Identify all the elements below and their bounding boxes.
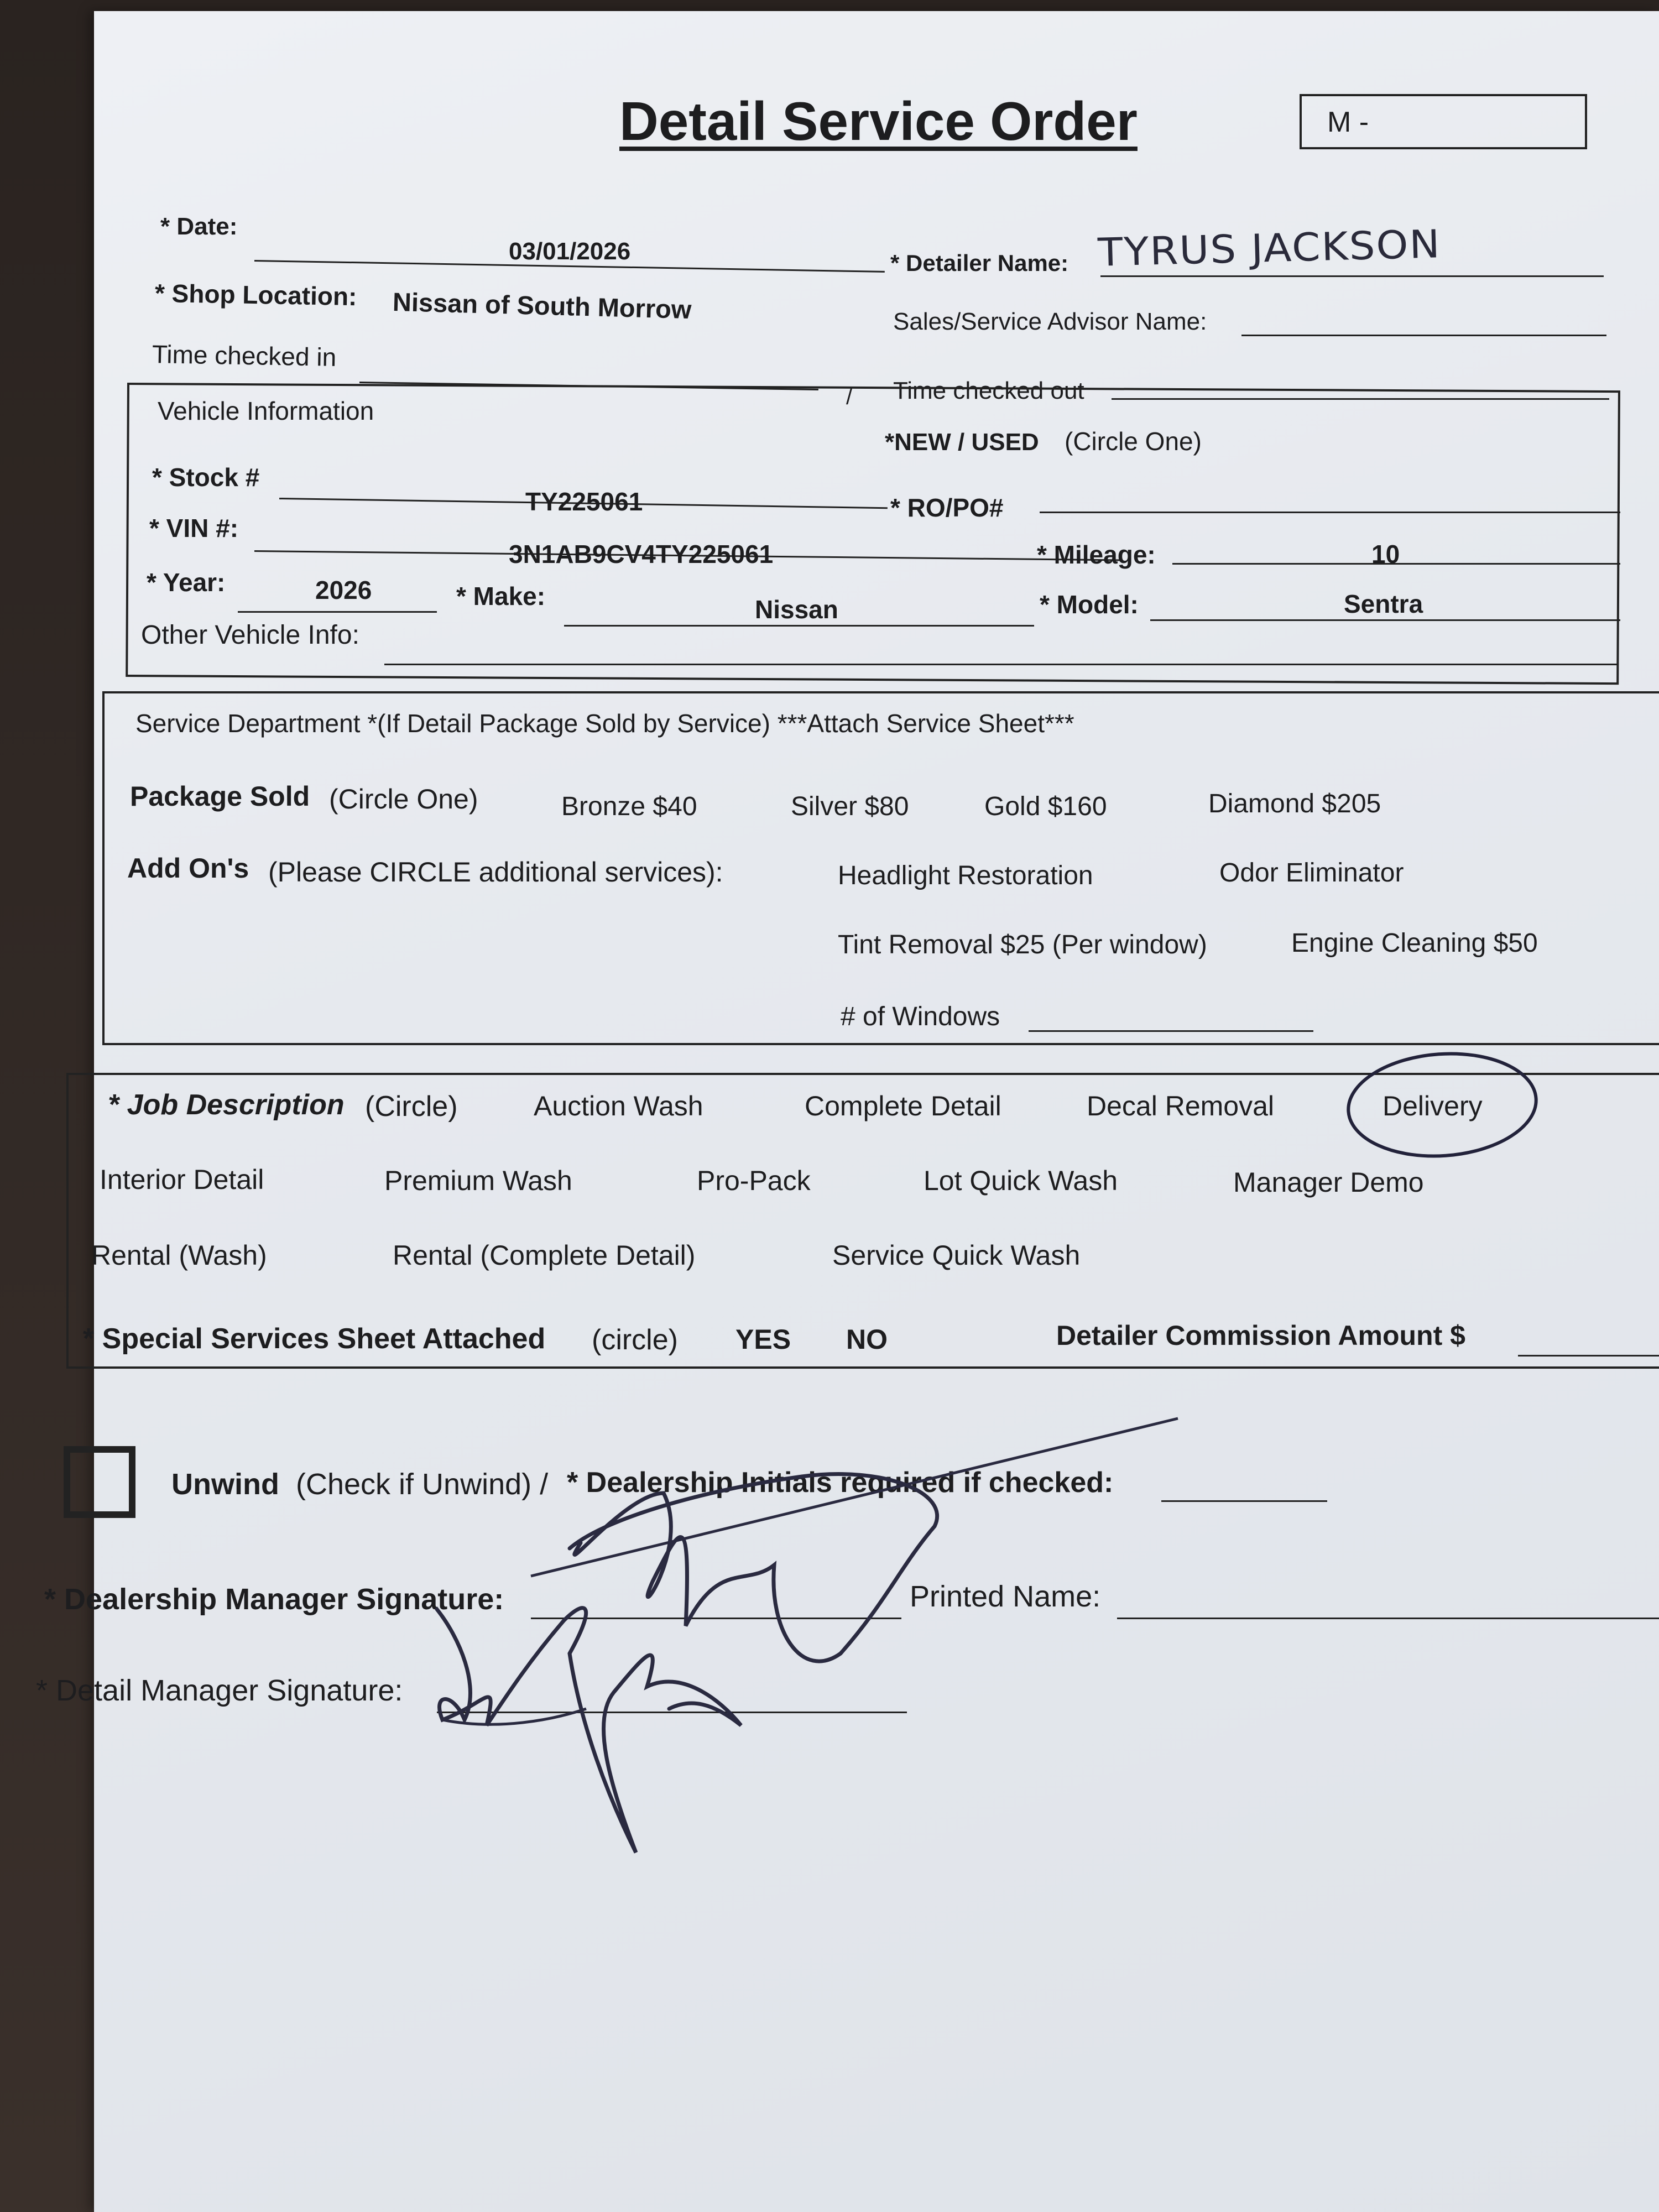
special-services-hint: (circle) <box>592 1324 678 1356</box>
job-rental-complete-detail[interactable]: Rental (Complete Detail) <box>393 1240 696 1271</box>
time-separator: / <box>846 385 853 409</box>
advisor-label: Sales/Service Advisor Name: <box>893 308 1207 335</box>
mileage-label: * Mileage: <box>1037 540 1156 569</box>
vin-value: 3N1AB9CV4TY225061 <box>509 540 774 568</box>
special-services-no[interactable]: NO <box>846 1324 888 1355</box>
make-label: * Make: <box>456 582 546 611</box>
initials-label: * Dealership Initials required if checked: <box>567 1467 1114 1499</box>
detailer-name-label: * Detailer Name: <box>890 250 1069 276</box>
delivery-selection-circle <box>1345 1047 1540 1162</box>
order-number-label: M - <box>1327 106 1369 138</box>
job-complete-detail[interactable]: Complete Detail <box>805 1091 1001 1121</box>
addon-headlight-restoration[interactable]: Headlight Restoration <box>838 861 1093 890</box>
unwind-hint: (Check if Unwind) / <box>296 1468 549 1501</box>
package-label: Package Sold <box>130 781 310 812</box>
package-diamond[interactable]: Diamond $205 <box>1208 789 1381 818</box>
addons-label: Add On's <box>127 853 249 884</box>
new-used-hint: (Circle One) <box>1065 427 1202 456</box>
detail-manager-signature-label: * Detail Manager Signature: <box>36 1674 403 1707</box>
year-value: 2026 <box>315 576 372 604</box>
job-service-quick-wash[interactable]: Service Quick Wash <box>832 1240 1081 1271</box>
model-label: * Model: <box>1040 590 1139 619</box>
addon-engine-cleaning[interactable]: Engine Cleaning $50 <box>1291 928 1538 958</box>
date-label: * Date: <box>160 213 238 240</box>
ro-po-label: * RO/PO# <box>890 493 1004 522</box>
new-used-label[interactable]: *NEW / USED <box>885 429 1039 456</box>
job-lot-quick-wash[interactable]: Lot Quick Wash <box>924 1165 1118 1196</box>
job-pro-pack[interactable]: Pro-Pack <box>697 1165 811 1196</box>
time-in-label: Time checked in <box>152 340 337 372</box>
job-delivery[interactable]: Delivery <box>1383 1091 1483 1121</box>
service-header: Service Department *(If Detail Package Sold by Service) ***Attach Service Sheet*** <box>135 709 1074 738</box>
job-description-label: * Job Description <box>108 1089 345 1121</box>
job-description-hint: (Circle) <box>365 1091 458 1123</box>
dealership-manager-signature-icon <box>570 1474 937 1662</box>
addon-tint-removal[interactable]: Tint Removal $25 (Per window) <box>838 930 1207 959</box>
other-info-label: Other Vehicle Info: <box>141 620 359 650</box>
year-label: * Year: <box>147 568 226 597</box>
printed-name-label: Printed Name: <box>910 1580 1101 1613</box>
package-gold[interactable]: Gold $160 <box>984 792 1107 821</box>
job-rental-wash[interactable]: Rental (Wash) <box>91 1240 267 1271</box>
job-premium-wash[interactable]: Premium Wash <box>384 1165 572 1196</box>
job-manager-demo[interactable]: Manager Demo <box>1233 1167 1424 1198</box>
vehicle-section-label: Vehicle Information <box>158 397 374 425</box>
unwind-label: Unwind <box>171 1468 279 1501</box>
package-hint: (Circle One) <box>329 784 478 815</box>
shop-location-label: * Shop Location: <box>154 278 357 311</box>
addon-odor-eliminator[interactable]: Odor Eliminator <box>1219 858 1404 888</box>
page-title: Detail Service Order <box>619 91 1138 152</box>
stock-value: TY225061 <box>525 487 643 516</box>
package-bronze[interactable]: Bronze $40 <box>561 792 697 821</box>
job-interior-detail[interactable]: Interior Detail <box>100 1164 264 1195</box>
job-auction-wash[interactable]: Auction Wash <box>534 1091 703 1121</box>
dealership-manager-signature-label: * Dealership Manager Signature: <box>44 1583 504 1616</box>
job-decal-removal[interactable]: Decal Removal <box>1087 1091 1275 1121</box>
commission-label: Detailer Commission Amount $ <box>1056 1320 1465 1351</box>
special-services-label: * Special Services Sheet Attached <box>83 1323 546 1355</box>
mileage-value: 10 <box>1371 540 1400 568</box>
date-value: 03/01/2026 <box>509 238 631 265</box>
package-silver[interactable]: Silver $80 <box>791 792 909 821</box>
model-value: Sentra <box>1344 589 1423 618</box>
windows-label: # of Windows <box>841 1002 1000 1031</box>
make-value: Nissan <box>755 595 838 624</box>
special-services-yes[interactable]: YES <box>735 1324 791 1355</box>
addons-hint: (Please CIRCLE additional services): <box>268 857 723 888</box>
detail-manager-signature-icon <box>437 1608 741 1853</box>
stock-label: * Stock # <box>152 463 260 492</box>
shop-location-value: Nissan of South Morrow <box>392 286 692 325</box>
time-out-label: Time checked out <box>893 377 1084 404</box>
vin-label: * VIN #: <box>149 514 239 542</box>
detailer-name-value: TYRUS JACKSON <box>1097 221 1442 275</box>
pen-stroke-icon <box>531 1418 1178 1576</box>
